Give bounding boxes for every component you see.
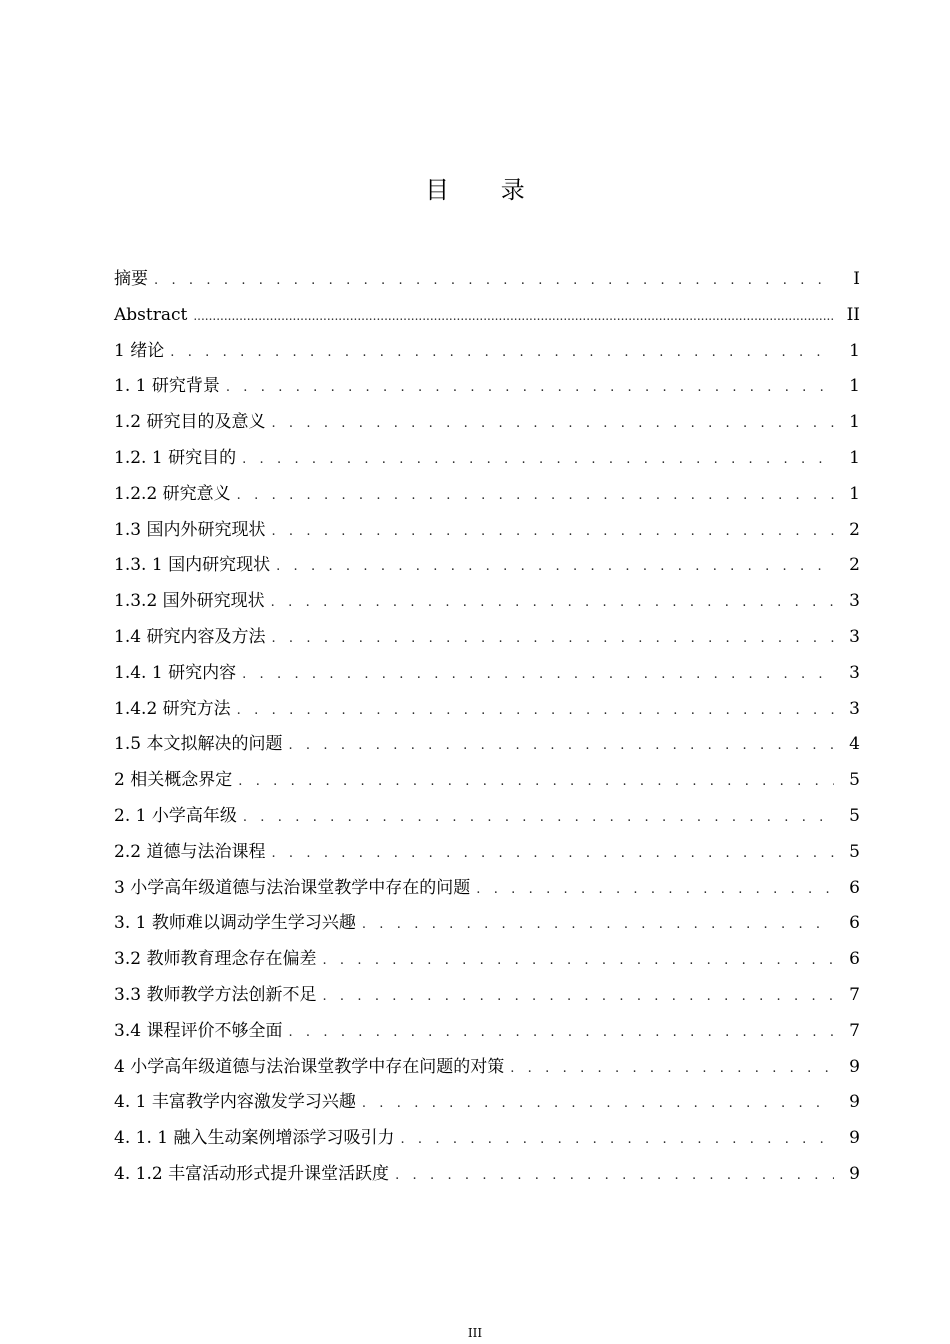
toc-leader-dots [242, 657, 834, 693]
toc-entry-page-number: 6 [849, 913, 860, 934]
toc-entry-page-number: 3 [849, 698, 860, 719]
toc-entry[interactable] [114, 369, 860, 405]
toc-leader-dots [322, 943, 834, 979]
toc-entry-label: 1.2. 1 研究目的 [114, 447, 237, 468]
toc-entry-page-number: I [853, 269, 860, 289]
toc-entry[interactable] [114, 620, 860, 656]
toc-entry[interactable] [114, 1050, 860, 1086]
toc-leader-dots [193, 299, 834, 335]
toc-leader-dots [322, 979, 834, 1015]
toc-entry-label: 1.3 国内外研究现状 [114, 519, 266, 540]
toc-entry-label: 4. 1. 1 融入生动案例增添学习吸引力 [114, 1128, 395, 1149]
toc-leader-dots [237, 693, 834, 729]
toc-entry-label: 1. 1 研究背景 [114, 376, 220, 397]
toc-entry[interactable] [114, 334, 860, 370]
toc-leader-dots [271, 585, 834, 621]
toc-entry[interactable] [114, 584, 860, 620]
toc-entry-label: 1.2 研究目的及意义 [114, 412, 266, 433]
toc-entry-page-number: 2 [849, 555, 860, 576]
toc-entry[interactable] [114, 942, 860, 978]
toc-leader-dots [476, 872, 834, 908]
toc-entry-label: 4. 1.2 丰富活动形式提升课堂活跃度 [114, 1163, 390, 1184]
toc-entry[interactable] [114, 405, 860, 441]
toc-entry-label: 1.5 本文拟解决的问题 [114, 734, 283, 755]
toc-entry[interactable] [114, 262, 860, 298]
toc-entry-page-number: 3 [849, 662, 860, 683]
toc-leader-dots [271, 514, 834, 550]
toc-entry-label: 3.3 教师教学方法创新不足 [114, 984, 317, 1005]
toc-entry-page-number: 5 [849, 805, 860, 826]
toc-leader-dots [271, 836, 834, 872]
toc-entry[interactable] [114, 1085, 860, 1121]
toc-entry-label: 1.4. 1 研究内容 [114, 662, 237, 683]
toc-entry-page-number: 1 [849, 412, 860, 433]
toc-leader-dots [362, 1086, 834, 1122]
toc-entry-page-number: 1 [849, 483, 860, 504]
toc-entry-page-number: 9 [849, 1056, 860, 1077]
toc-entry[interactable] [114, 298, 860, 334]
toc-entry[interactable] [114, 441, 860, 477]
toc-entry[interactable] [114, 477, 860, 513]
toc-entry-page-number: 6 [849, 877, 860, 898]
toc-entry-page-number: 9 [849, 1092, 860, 1113]
toc-entry-label: 3. 1 教师难以调动学生学习兴趣 [114, 913, 356, 934]
toc-entry-label: 2.2 道德与法治课程 [114, 841, 266, 862]
toc-leader-dots [154, 263, 834, 299]
toc-entry[interactable] [114, 513, 860, 549]
toc-entry-page-number: 9 [849, 1128, 860, 1149]
toc-entry-label: 3.4 课程评价不够全面 [114, 1020, 283, 1041]
toc-entry-label: 1.3.2 国外研究现状 [114, 591, 265, 612]
toc-leader-dots [288, 1015, 834, 1051]
toc-entry-label: 4. 1 丰富教学内容激发学习兴趣 [114, 1092, 356, 1113]
toc-entry[interactable] [114, 1121, 860, 1157]
toc-leader-dots [242, 442, 834, 478]
toc-entry-label: 1.4 研究内容及方法 [114, 626, 266, 647]
toc-entry[interactable] [114, 548, 860, 584]
toc-entry-label: 4 小学高年级道德与法治课堂教学中存在问题的对策 [114, 1056, 505, 1077]
toc-leader-dots [271, 621, 834, 657]
toc-leader-dots [237, 478, 834, 514]
toc-leader-dots [271, 406, 834, 442]
page-title: 目 录 [425, 176, 547, 204]
toc-entry-page-number: 2 [849, 519, 860, 540]
toc-entry-label: Abstract [114, 304, 188, 325]
toc-leader-dots [170, 335, 834, 371]
toc-entry-page-number: 7 [849, 1020, 860, 1041]
toc-entry-label: 1.3. 1 国内研究现状 [114, 555, 271, 576]
toc-entry[interactable] [114, 727, 860, 763]
toc-entry-page-number: 1 [849, 340, 860, 361]
toc-entry-page-number: 5 [849, 770, 860, 791]
toc-entry-label: 1.2.2 研究意义 [114, 483, 231, 504]
toc-entry-label: 3.2 教师教育理念存在偏差 [114, 949, 317, 970]
toc-entry[interactable] [114, 1014, 860, 1050]
toc-entry-page-number: 3 [849, 626, 860, 647]
toc-entry-page-number: 4 [849, 734, 860, 755]
toc-entry-page-number: 5 [849, 841, 860, 862]
toc-entry[interactable] [114, 1157, 860, 1193]
toc-entry-page-number: 7 [849, 984, 860, 1005]
toc-entry-label: 摘要 [114, 269, 148, 289]
toc-leader-dots [395, 1158, 834, 1194]
toc-entry-page-number: 6 [849, 949, 860, 970]
toc-leader-dots [400, 1122, 834, 1158]
toc-leader-dots [238, 764, 834, 800]
toc-entry-label: 2. 1 小学高年级 [114, 805, 237, 826]
toc-entry-label: 2 相关概念界定 [114, 770, 233, 791]
toc-entry-page-number: 3 [849, 591, 860, 612]
toc-entry-label: 1.4.2 研究方法 [114, 698, 231, 719]
toc-entry[interactable] [114, 978, 860, 1014]
table-of-contents [114, 262, 860, 1193]
toc-entry-page-number: 1 [849, 447, 860, 468]
toc-leader-dots [226, 370, 834, 406]
footer-page-number: III [467, 1326, 483, 1340]
toc-entry-page-number: 9 [849, 1163, 860, 1184]
toc-entry[interactable] [114, 763, 860, 799]
toc-entry[interactable] [114, 871, 860, 907]
toc-leader-dots [288, 728, 834, 764]
toc-entry-page-number: II [846, 304, 860, 325]
toc-leader-dots [276, 549, 834, 585]
toc-entry-label: 1 绪论 [114, 340, 165, 361]
toc-leader-dots [243, 800, 834, 836]
toc-entry[interactable] [114, 906, 860, 942]
toc-leader-dots [510, 1051, 834, 1087]
toc-leader-dots [362, 907, 834, 943]
toc-entry[interactable] [114, 656, 860, 692]
toc-entry[interactable] [114, 692, 860, 728]
toc-entry[interactable] [114, 799, 860, 835]
toc-entry-label: 3 小学高年级道德与法治课堂教学中存在的问题 [114, 877, 471, 898]
toc-entry[interactable] [114, 835, 860, 871]
toc-entry-page-number: 1 [849, 376, 860, 397]
